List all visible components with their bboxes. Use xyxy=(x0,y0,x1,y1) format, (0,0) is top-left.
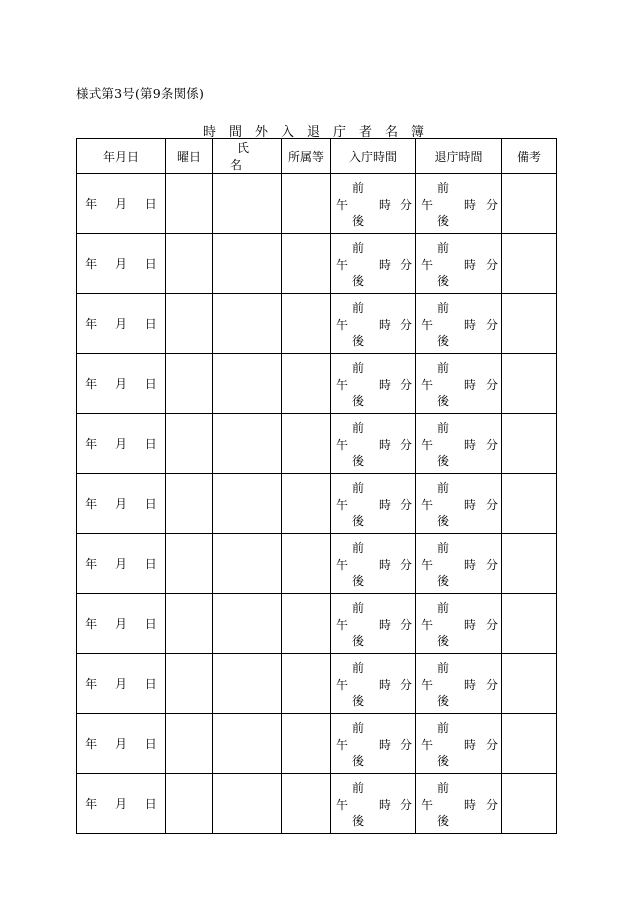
hour-label: 時 xyxy=(379,198,392,212)
pm-label: 後 xyxy=(437,274,450,288)
date-cell[interactable]: 年 月 日 xyxy=(77,774,166,834)
entry-time-cell[interactable] xyxy=(331,654,416,714)
minute-label: 分 xyxy=(485,738,498,752)
date-cell[interactable]: 年 月 日 xyxy=(77,654,166,714)
weekday-cell[interactable] xyxy=(166,534,213,594)
am-label: 前 xyxy=(437,541,450,555)
weekday-cell[interactable] xyxy=(166,774,213,834)
minute-label: 分 xyxy=(485,678,498,692)
weekday-cell[interactable] xyxy=(166,654,213,714)
exit-time-cell[interactable] xyxy=(416,474,502,534)
name-cell[interactable] xyxy=(213,414,282,474)
noon-label: 午 xyxy=(421,558,434,572)
remarks-cell[interactable] xyxy=(502,234,557,294)
page-title: 時間外入退庁者名簿 xyxy=(202,125,437,140)
affiliation-cell[interactable] xyxy=(282,714,331,774)
hour-label: 時 xyxy=(379,558,392,572)
affiliation-cell[interactable] xyxy=(282,594,331,654)
hour-label: 時 xyxy=(464,678,477,692)
remarks-cell[interactable] xyxy=(502,654,557,714)
affiliation-cell[interactable] xyxy=(282,174,331,234)
am-label: 前 xyxy=(352,481,365,495)
minute-label: 分 xyxy=(485,798,498,812)
pm-label: 後 xyxy=(352,754,365,768)
hour-label: 時 xyxy=(379,738,392,752)
date-cell[interactable]: 年 月 日 xyxy=(77,174,166,234)
date-cell[interactable]: 年 月 日 xyxy=(77,594,166,654)
table-row xyxy=(77,354,557,414)
am-label: 前 xyxy=(437,421,450,435)
minute-label: 分 xyxy=(399,438,412,452)
pm-label: 後 xyxy=(352,454,365,468)
am-label: 前 xyxy=(352,541,365,555)
am-label: 前 xyxy=(352,721,365,735)
minute-label: 分 xyxy=(485,498,498,512)
am-label: 前 xyxy=(437,661,450,675)
table-row xyxy=(77,474,557,534)
entry-time-cell[interactable] xyxy=(331,354,416,414)
hour-label: 時 xyxy=(379,798,392,812)
pm-label: 後 xyxy=(352,694,365,708)
weekday-cell[interactable] xyxy=(166,414,213,474)
pm-label: 後 xyxy=(352,634,365,648)
entry-time-cell[interactable] xyxy=(331,774,416,834)
date-cell[interactable]: 年 月 日 xyxy=(77,234,166,294)
table-row xyxy=(77,234,557,294)
am-label: 前 xyxy=(437,241,450,255)
hour-label: 時 xyxy=(464,798,477,812)
am-label: 前 xyxy=(352,661,365,675)
pm-label: 後 xyxy=(437,454,450,468)
noon-label: 午 xyxy=(421,618,434,632)
remarks-cell[interactable] xyxy=(502,594,557,654)
noon-label: 午 xyxy=(336,378,349,392)
name-cell[interactable] xyxy=(213,174,282,234)
entry-time-cell[interactable] xyxy=(331,594,416,654)
table-row xyxy=(77,174,557,234)
am-label: 前 xyxy=(352,421,365,435)
noon-label: 午 xyxy=(336,618,349,632)
minute-label: 分 xyxy=(399,498,412,512)
hour-label: 時 xyxy=(464,318,477,332)
pm-label: 後 xyxy=(437,754,450,768)
entry-time-cell[interactable] xyxy=(331,714,416,774)
am-label: 前 xyxy=(352,601,365,615)
pm-label: 後 xyxy=(437,634,450,648)
weekday-cell[interactable] xyxy=(166,354,213,414)
noon-label: 午 xyxy=(336,798,349,812)
weekday-cell[interactable] xyxy=(166,594,213,654)
table-row xyxy=(77,774,557,834)
entry-time-cell[interactable] xyxy=(331,534,416,594)
name-cell[interactable] xyxy=(213,774,282,834)
affiliation-cell[interactable] xyxy=(282,654,331,714)
affiliation-cell[interactable] xyxy=(282,414,331,474)
form-id-label: 様式第3号(第9条関係) xyxy=(76,86,205,101)
pm-label: 後 xyxy=(437,814,450,828)
noon-label: 午 xyxy=(421,798,434,812)
name-cell[interactable] xyxy=(213,714,282,774)
remarks-cell[interactable] xyxy=(502,174,557,234)
pm-label: 後 xyxy=(437,514,450,528)
noon-label: 午 xyxy=(421,678,434,692)
am-label: 前 xyxy=(437,781,450,795)
weekday-cell[interactable] xyxy=(166,714,213,774)
name-cell[interactable] xyxy=(213,654,282,714)
noon-label: 午 xyxy=(336,318,349,332)
noon-label: 午 xyxy=(336,738,349,752)
noon-label: 午 xyxy=(336,198,349,212)
entry-time-cell[interactable] xyxy=(331,474,416,534)
am-label: 前 xyxy=(437,721,450,735)
affiliation-cell[interactable] xyxy=(282,474,331,534)
minute-label: 分 xyxy=(399,258,412,272)
minute-label: 分 xyxy=(485,618,498,632)
remarks-cell[interactable] xyxy=(502,354,557,414)
noon-label: 午 xyxy=(421,258,434,272)
hour-label: 時 xyxy=(464,558,477,572)
noon-label: 午 xyxy=(421,318,434,332)
exit-time-cell[interactable] xyxy=(416,594,502,654)
name-cell[interactable] xyxy=(213,294,282,354)
pm-label: 後 xyxy=(437,214,450,228)
hour-label: 時 xyxy=(379,438,392,452)
minute-label: 分 xyxy=(485,318,498,332)
entry-time-cell[interactable] xyxy=(331,294,416,354)
hour-label: 時 xyxy=(379,318,392,332)
pm-label: 後 xyxy=(352,334,365,348)
am-label: 前 xyxy=(437,181,450,195)
pm-label: 後 xyxy=(437,334,450,348)
table-row xyxy=(77,714,557,774)
minute-label: 分 xyxy=(399,318,412,332)
entry-time-cell[interactable] xyxy=(331,174,416,234)
hour-label: 時 xyxy=(379,258,392,272)
remarks-cell[interactable] xyxy=(502,294,557,354)
pm-label: 後 xyxy=(352,574,365,588)
table-header-row xyxy=(77,139,557,174)
hour-label: 時 xyxy=(464,378,477,392)
am-label: 前 xyxy=(352,181,365,195)
exit-time-cell[interactable] xyxy=(416,174,502,234)
table-row xyxy=(77,414,557,474)
entry-time-cell[interactable] xyxy=(331,414,416,474)
remarks-cell[interactable] xyxy=(502,534,557,594)
header-entry-time: 入庁時間 xyxy=(331,139,416,174)
noon-label: 午 xyxy=(336,558,349,572)
date-cell[interactable]: 年 月 日 xyxy=(77,294,166,354)
minute-label: 分 xyxy=(485,378,498,392)
affiliation-cell[interactable] xyxy=(282,234,331,294)
am-label: 前 xyxy=(352,361,365,375)
minute-label: 分 xyxy=(485,438,498,452)
am-label: 前 xyxy=(437,361,450,375)
header-date: 年月日 xyxy=(77,139,166,174)
hour-label: 時 xyxy=(379,618,392,632)
pm-label: 後 xyxy=(437,394,450,408)
am-label: 前 xyxy=(437,601,450,615)
minute-label: 分 xyxy=(399,378,412,392)
pm-label: 後 xyxy=(437,574,450,588)
hour-label: 時 xyxy=(464,438,477,452)
affiliation-cell[interactable] xyxy=(282,354,331,414)
remarks-cell[interactable] xyxy=(502,414,557,474)
minute-label: 分 xyxy=(399,738,412,752)
name-cell[interactable] xyxy=(213,354,282,414)
exit-time-cell[interactable] xyxy=(416,354,502,414)
table-row xyxy=(77,594,557,654)
minute-label: 分 xyxy=(485,198,498,212)
pm-label: 後 xyxy=(352,394,365,408)
hour-label: 時 xyxy=(464,198,477,212)
affiliation-cell[interactable] xyxy=(282,294,331,354)
am-label: 前 xyxy=(352,241,365,255)
noon-label: 午 xyxy=(336,438,349,452)
noon-label: 午 xyxy=(421,498,434,512)
header-weekday: 曜日 xyxy=(166,139,213,174)
remarks-cell[interactable] xyxy=(502,714,557,774)
pm-label: 後 xyxy=(352,814,365,828)
name-cell[interactable] xyxy=(213,474,282,534)
date-cell[interactable]: 年 月 日 xyxy=(77,474,166,534)
pm-label: 後 xyxy=(352,514,365,528)
noon-label: 午 xyxy=(336,258,349,272)
header-affiliation: 所属等 xyxy=(282,139,331,174)
affiliation-cell[interactable] xyxy=(282,774,331,834)
name-cell[interactable] xyxy=(213,234,282,294)
weekday-cell[interactable] xyxy=(166,474,213,534)
date-cell[interactable]: 年 月 日 xyxy=(77,414,166,474)
noon-label: 午 xyxy=(421,738,434,752)
noon-label: 午 xyxy=(336,498,349,512)
entry-time-cell[interactable] xyxy=(331,234,416,294)
minute-label: 分 xyxy=(399,198,412,212)
table-row xyxy=(77,654,557,714)
minute-label: 分 xyxy=(399,678,412,692)
noon-label: 午 xyxy=(421,438,434,452)
hour-label: 時 xyxy=(464,498,477,512)
weekday-cell[interactable] xyxy=(166,234,213,294)
minute-label: 分 xyxy=(399,798,412,812)
attendance-table xyxy=(76,138,557,834)
am-label: 前 xyxy=(352,781,365,795)
header-remarks: 備考 xyxy=(502,139,557,174)
exit-time-cell[interactable] xyxy=(416,234,502,294)
date-cell[interactable]: 年 月 日 xyxy=(77,354,166,414)
am-label: 前 xyxy=(437,301,450,315)
hour-label: 時 xyxy=(379,678,392,692)
noon-label: 午 xyxy=(336,678,349,692)
exit-time-cell[interactable] xyxy=(416,414,502,474)
am-label: 前 xyxy=(437,481,450,495)
name-cell[interactable] xyxy=(213,594,282,654)
hour-label: 時 xyxy=(379,378,392,392)
name-cell[interactable] xyxy=(213,534,282,594)
hour-label: 時 xyxy=(464,618,477,632)
header-exit-time: 退庁時間 xyxy=(416,139,502,174)
exit-time-cell[interactable] xyxy=(416,294,502,354)
weekday-cell[interactable] xyxy=(166,294,213,354)
exit-time-cell[interactable] xyxy=(416,774,502,834)
exit-time-cell[interactable] xyxy=(416,534,502,594)
affiliation-cell[interactable] xyxy=(282,534,331,594)
exit-time-cell[interactable] xyxy=(416,654,502,714)
noon-label: 午 xyxy=(421,198,434,212)
pm-label: 後 xyxy=(352,214,365,228)
minute-label: 分 xyxy=(485,558,498,572)
hour-label: 時 xyxy=(379,498,392,512)
pm-label: 後 xyxy=(437,694,450,708)
header-name: 氏 名 xyxy=(213,139,282,174)
am-label: 前 xyxy=(352,301,365,315)
noon-label: 午 xyxy=(421,378,434,392)
exit-time-cell[interactable] xyxy=(416,714,502,774)
hour-label: 時 xyxy=(464,738,477,752)
minute-label: 分 xyxy=(485,258,498,272)
minute-label: 分 xyxy=(399,618,412,632)
remarks-cell[interactable] xyxy=(502,474,557,534)
date-cell[interactable]: 年 月 日 xyxy=(77,534,166,594)
weekday-cell[interactable] xyxy=(166,174,213,234)
table-row xyxy=(77,534,557,594)
table-row xyxy=(77,294,557,354)
minute-label: 分 xyxy=(399,558,412,572)
hour-label: 時 xyxy=(464,258,477,272)
date-cell[interactable]: 年 月 日 xyxy=(77,714,166,774)
remarks-cell[interactable] xyxy=(502,774,557,834)
pm-label: 後 xyxy=(352,274,365,288)
